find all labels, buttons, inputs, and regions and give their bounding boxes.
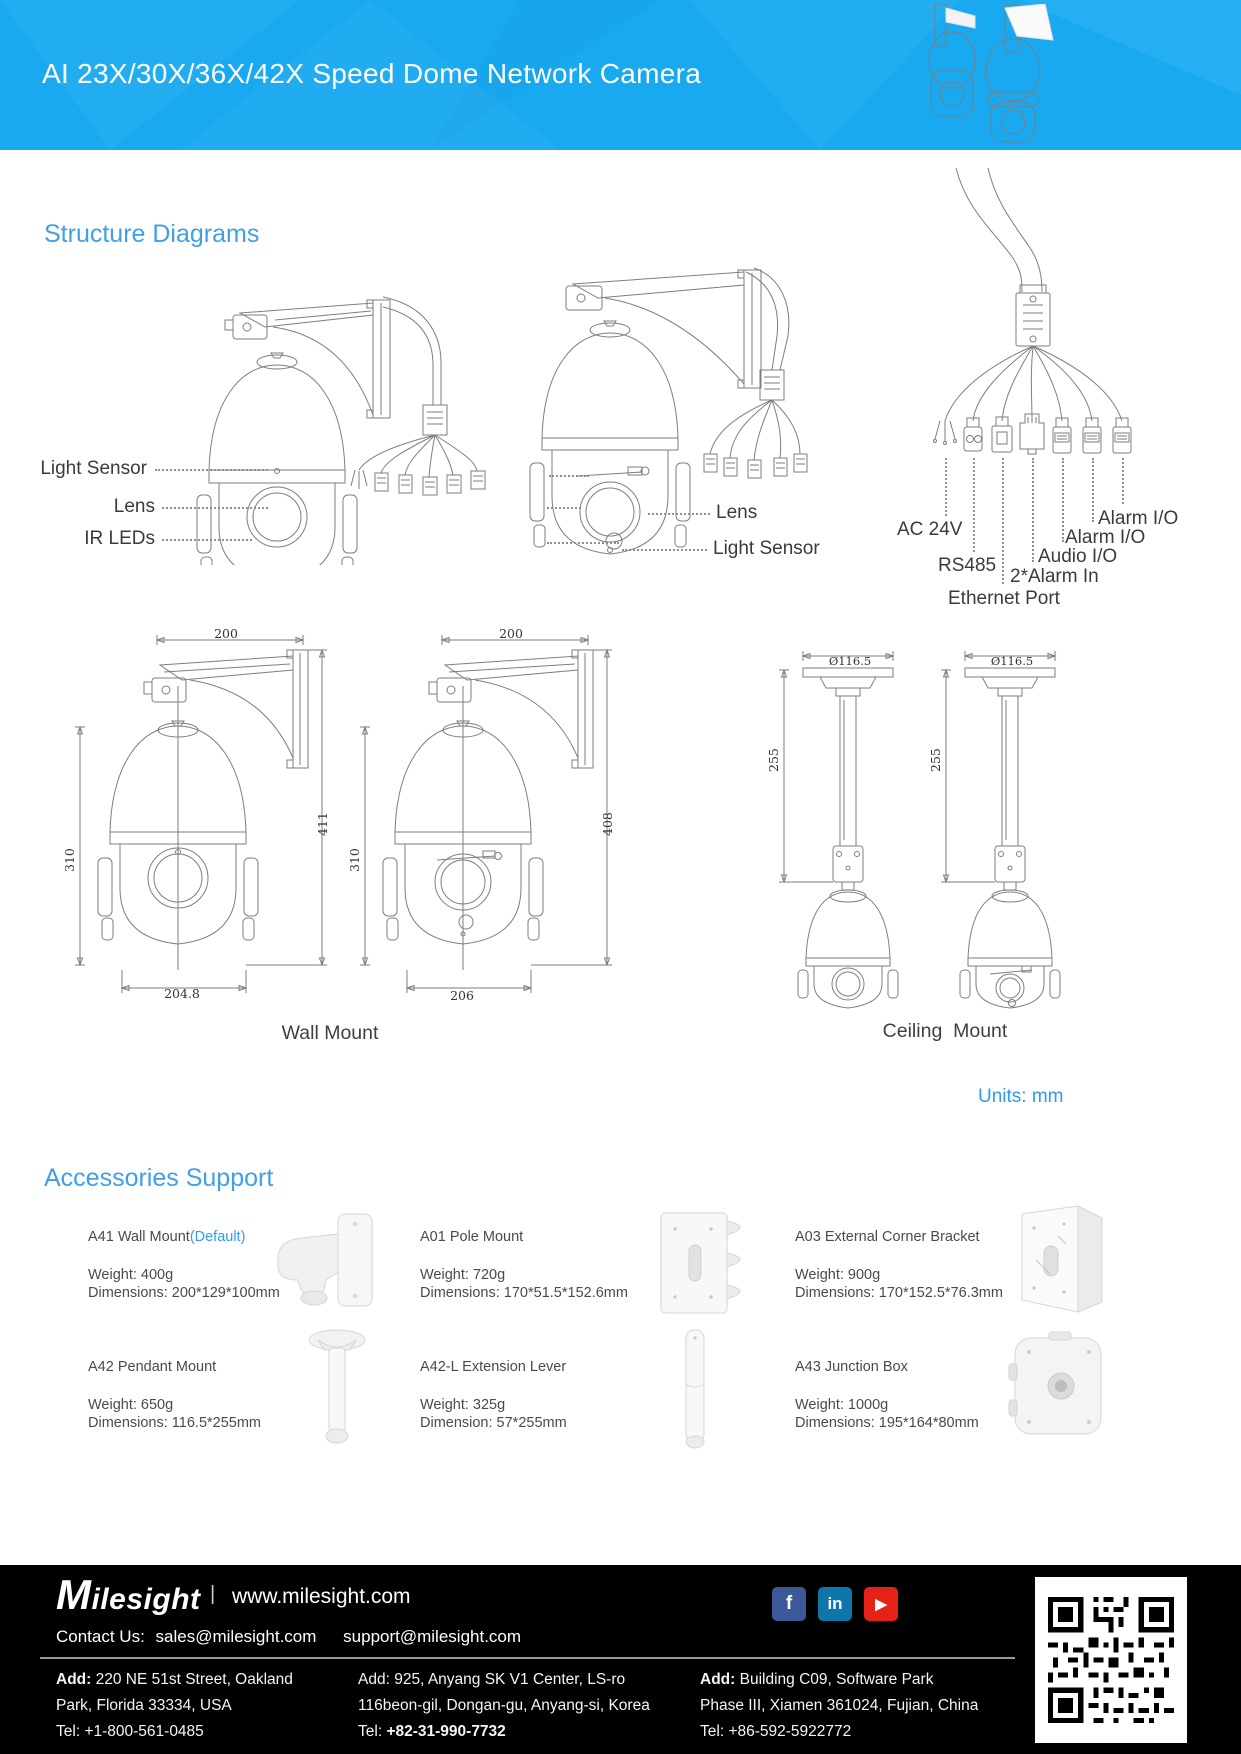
address-line: Phase III, Xiamen 361024, Fujian, China: [700, 1697, 979, 1714]
dim-wall1-top: 200: [214, 626, 238, 641]
structure-camera2-drawing: [480, 258, 810, 563]
address-korea: [358, 1667, 698, 1745]
accessory-a03: [795, 1228, 1010, 1302]
contact-label: Contact Us:: [56, 1627, 145, 1646]
leader-line: [547, 542, 619, 544]
leader-line: [547, 507, 581, 509]
accessory-a42l: [420, 1358, 645, 1432]
structure-diagrams-heading: Structure Diagrams: [44, 220, 260, 248]
label-2-alarm-in: 2*Alarm In: [1010, 566, 1099, 587]
address-line: 220 NE 51st Street, Oakland: [95, 1671, 293, 1688]
label-alarm-io-2: Alarm I/O: [1098, 508, 1179, 529]
accessory-dimensions: Dimensions: 170*152.5*76.3mm: [795, 1285, 1003, 1301]
accessory-a41-image: [262, 1210, 382, 1312]
linkedin-glyph: in: [827, 1594, 843, 1613]
accessory-dimensions: Dimensions: 200*129*100mm: [88, 1285, 280, 1301]
tel-number: +1-800-561-0485: [84, 1723, 204, 1740]
tel-label: Tel:: [56, 1723, 81, 1740]
label-cam2-lens: Lens: [716, 502, 758, 523]
page-title: AI 23X/30X/36X/42X Speed Dome Network Camera: [42, 58, 702, 89]
dim-wall2-left: 310: [347, 848, 362, 872]
accessory-name: A01 Pole Mount: [420, 1229, 524, 1245]
footer: [0, 1565, 1241, 1754]
label-ac24v: AC 24V: [897, 519, 963, 540]
tel-number: +82-31-990-7732: [386, 1723, 506, 1740]
ceiling-mount-label: Ceiling Mount: [882, 1020, 1008, 1042]
address-line: Building C09, Software Park: [739, 1671, 934, 1688]
label-audio-io: Audio I/O: [1038, 546, 1118, 567]
address-line: 925, Anyang SK V1 Center, LS-ro: [394, 1671, 626, 1688]
dim-ceiling2-top: Ø116.5: [990, 654, 1034, 668]
leader-line: [1062, 458, 1064, 542]
facebook-glyph: f: [785, 1593, 793, 1614]
dim-wall1-right: 411: [315, 812, 330, 836]
default-tag: (Default): [189, 1229, 246, 1245]
label-cam1-lens: Lens: [113, 496, 155, 517]
leader-line: [622, 549, 707, 551]
sales-email-link[interactable]: sales@milesight.com: [155, 1627, 317, 1646]
contact-line: [56, 1627, 527, 1647]
accessory-name: A43 Junction Box: [795, 1359, 908, 1375]
accessory-a41: [88, 1228, 288, 1302]
address-china: [700, 1667, 1020, 1745]
tel-label: Tel:: [358, 1723, 383, 1740]
milesight-logo: Milesight: [56, 1571, 201, 1618]
cable-harness-drawing: [870, 168, 1160, 498]
accessory-weight: Weight: 400g: [88, 1267, 174, 1283]
address-line: Park, Florida 33334, USA: [56, 1697, 232, 1714]
dim-ceiling-mount-1: [758, 640, 938, 1015]
youtube-glyph: ▶: [875, 1596, 887, 1613]
label-rs485: RS485: [938, 555, 997, 576]
tel-number: +86-592-5922772: [728, 1723, 852, 1740]
label-cam2-light-sensor: Light Sensor: [713, 538, 820, 559]
label-cam1-ir-leds: IR LEDs: [84, 528, 155, 549]
accessories-support-heading: Accessories Support: [44, 1164, 274, 1192]
accessory-a43-image: [1005, 1330, 1113, 1442]
address-usa: [56, 1667, 356, 1745]
tel-label: Tel:: [700, 1723, 725, 1740]
leader-line: [1002, 458, 1004, 584]
website-link[interactable]: www.milesight.com: [232, 1585, 411, 1608]
accessory-a03-image: [1008, 1200, 1113, 1322]
leader-line: [1122, 458, 1124, 504]
header-banner: [0, 0, 1241, 150]
leader-line: [155, 469, 268, 471]
dim-ceiling1-top: Ø116.5: [828, 654, 872, 668]
leader-line: [162, 507, 268, 509]
support-email-link[interactable]: support@milesight.com: [343, 1627, 522, 1646]
accessory-dimensions: Dimension: 57*255mm: [420, 1415, 567, 1431]
youtube-icon[interactable]: [864, 1587, 898, 1621]
accessory-name: A42 Pendant Mount: [88, 1359, 217, 1375]
dim-wall1-left: 310: [62, 848, 77, 872]
label-cam1-light-sensor: Light Sensor: [40, 458, 147, 479]
address-line: 116beon-gil, Dongan-gu, Anyang-si, Korea: [358, 1697, 650, 1714]
leader-line: [549, 475, 589, 477]
leader-line: [945, 458, 947, 516]
dim-ceiling1-left: 255: [766, 748, 781, 772]
qr-code: [1048, 1597, 1174, 1723]
add-label: Add:: [358, 1671, 390, 1688]
accessory-weight: Weight: 325g: [420, 1397, 506, 1413]
accessory-dimensions: Dimensions: 170*51.5*152.6mm: [420, 1285, 628, 1301]
linkedin-icon[interactable]: [818, 1587, 852, 1621]
accessory-a42: [88, 1358, 288, 1432]
accessory-weight: Weight: 1000g: [795, 1397, 889, 1413]
label-ethernet-port: Ethernet Port: [948, 588, 1060, 609]
accessory-a42l-image: [672, 1326, 718, 1450]
label-alarm-io-1: Alarm I/O: [1065, 527, 1146, 548]
accessory-weight: Weight: 720g: [420, 1267, 506, 1283]
dim-wall-mount-1: [60, 620, 340, 1005]
leader-line: [973, 458, 975, 552]
dim-wall2-right: 408: [600, 812, 615, 836]
accessory-name: A03 External Corner Bracket: [795, 1229, 980, 1245]
units-label: Units: mm: [978, 1086, 1064, 1107]
qr-code-panel: [1035, 1577, 1187, 1743]
accessory-dimensions: Dimensions: 116.5*255mm: [88, 1415, 262, 1431]
accessory-weight: Weight: 650g: [88, 1397, 174, 1413]
dim-wall1-bottom: 204.8: [164, 986, 200, 1001]
accessory-dimensions: Dimensions: 195*164*80mm: [795, 1415, 979, 1431]
facebook-icon[interactable]: [772, 1587, 806, 1621]
dim-wall2-bottom: 206: [450, 988, 474, 1003]
accessory-weight: Weight: 900g: [795, 1267, 881, 1283]
logo-separator: |: [210, 1583, 216, 1605]
wall-mount-label: Wall Mount: [281, 1022, 379, 1044]
accessory-a42-image: [292, 1326, 382, 1448]
structure-camera1-drawing: [185, 265, 490, 565]
accessory-name: A42-L Extension Lever: [420, 1359, 567, 1375]
dim-wall-mount-2: [345, 620, 625, 1005]
dim-ceiling-mount-2: [920, 640, 1100, 1015]
footer-divider: [40, 1657, 1015, 1659]
accessory-a01-image: [645, 1205, 770, 1323]
accessory-a01: [420, 1228, 645, 1302]
leader-line: [1092, 458, 1094, 522]
leader-line: [1032, 458, 1034, 562]
add-label: Add:: [700, 1671, 736, 1688]
dim-ceiling2-left: 255: [928, 748, 943, 772]
product-photo-cameras: [905, 4, 1075, 144]
add-label: Add:: [56, 1671, 92, 1688]
accessory-a43: [795, 1358, 1010, 1432]
leader-line: [162, 539, 252, 541]
leader-line: [648, 513, 710, 515]
accessory-name: A41 Wall Mount(Default): [88, 1229, 246, 1245]
dim-wall2-top: 200: [499, 626, 523, 641]
